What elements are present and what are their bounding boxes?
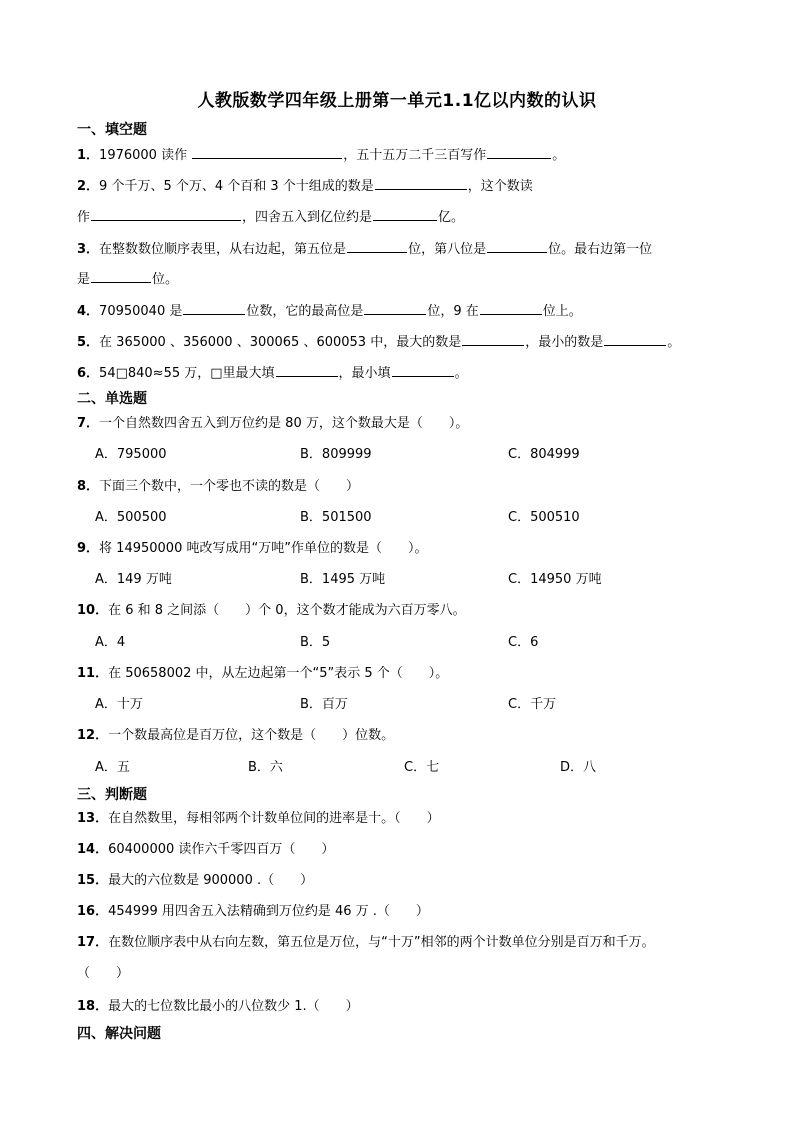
- question-text: 一个数最高位是百万位，这个数是（ ）位数。: [108, 728, 395, 743]
- option-a[interactable]: A．500500: [95, 510, 167, 525]
- answer-blank[interactable]: [480, 301, 542, 315]
- question-text: 位数，它的最高位是: [246, 304, 364, 319]
- question-2-continued: [77, 207, 464, 227]
- section-heading-fill-in: 一、填空题: [77, 122, 147, 138]
- question-number: 18．: [77, 999, 109, 1014]
- question-text: 作: [77, 210, 91, 225]
- option-c[interactable]: C．七: [404, 760, 440, 775]
- question-text: 。: [454, 366, 468, 381]
- question-12: [77, 727, 394, 745]
- option-c[interactable]: C．6: [508, 635, 539, 650]
- question-11: [77, 665, 448, 683]
- question-text: 一个自然数四舍五入到万位约是 80 万，这个数最大是（ ）。: [99, 416, 469, 431]
- question-number: 6．: [77, 366, 100, 381]
- question-text: 。: [667, 335, 681, 350]
- question-text: 下面三个数中，一个零也不读的数是（ ）: [99, 479, 360, 494]
- option-a[interactable]: A．4: [95, 635, 126, 650]
- answer-blank[interactable]: [91, 207, 241, 221]
- question-18: [77, 998, 359, 1016]
- question-text: 在整数数位顺序表里，从右边起，第五位是: [99, 242, 347, 257]
- question-number: 10．: [77, 603, 109, 618]
- question-number: 11．: [77, 666, 109, 681]
- answer-blank[interactable]: [392, 363, 454, 377]
- option-b[interactable]: B．百万: [300, 697, 348, 712]
- option-c[interactable]: C．千万: [508, 697, 557, 712]
- question-17: [77, 934, 655, 952]
- option-c[interactable]: C．14950 万吨: [508, 572, 602, 587]
- question-number: 4．: [77, 304, 100, 319]
- option-b[interactable]: B．1495 万吨: [300, 572, 386, 587]
- question-number: 7．: [77, 416, 100, 431]
- question-15: [77, 872, 313, 890]
- question-3: [77, 239, 652, 259]
- option-b[interactable]: B．501500: [300, 510, 372, 525]
- question-13: [77, 810, 440, 828]
- question-number: 5．: [77, 335, 100, 350]
- question-6: [77, 363, 468, 383]
- question-9: [77, 540, 427, 558]
- answer-blank[interactable]: [183, 301, 245, 315]
- question-number: 14．: [77, 842, 109, 857]
- question-14: [77, 841, 334, 859]
- option-a[interactable]: A．五: [95, 760, 130, 775]
- answer-blank[interactable]: [373, 207, 437, 221]
- answer-blank[interactable]: [91, 269, 151, 283]
- section-heading-single-choice: 二、单选题: [77, 391, 147, 407]
- question-1: [77, 145, 565, 165]
- answer-blank[interactable]: [364, 301, 426, 315]
- question-number: 16．: [77, 904, 109, 919]
- option-a[interactable]: A．十万: [95, 697, 143, 712]
- answer-blank[interactable]: [276, 363, 338, 377]
- question-text: 70950040 是: [99, 304, 183, 319]
- option-d[interactable]: D．八: [560, 760, 597, 775]
- answer-blank[interactable]: [375, 176, 467, 190]
- option-c[interactable]: C．500510: [508, 510, 580, 525]
- question-text: 位，9 在: [427, 304, 479, 319]
- question-text: 在数位顺序表中从右向左数，第五位是万位，与“十万”相邻的两个计数单位分别是百万和千万。: [108, 935, 655, 950]
- answer-blank[interactable]: [487, 145, 551, 159]
- option-a[interactable]: A．795000: [95, 447, 167, 462]
- question-3-continued: [77, 269, 178, 289]
- question-text: 是: [77, 272, 91, 287]
- question-number: 17．: [77, 935, 109, 950]
- question-number: 15．: [77, 873, 109, 888]
- option-b[interactable]: B．5: [300, 635, 331, 650]
- question-text: ，五十五万二千三百写作: [343, 148, 487, 163]
- question-16: [77, 903, 429, 921]
- question-text: 在 365000 、356000 、300065 、600053 中，最大的数是: [99, 335, 462, 350]
- question-8: [77, 478, 359, 496]
- question-number: 3．: [77, 242, 100, 257]
- question-text: 在自然数里，每相邻两个计数单位间的进率是十。（ ）: [108, 811, 440, 826]
- answer-blank[interactable]: [487, 239, 547, 253]
- question-text: 位，第八位是: [408, 242, 487, 257]
- question-17-continued: （ ）: [77, 966, 130, 981]
- question-text: 。: [552, 148, 566, 163]
- question-text: 亿。: [438, 210, 465, 225]
- question-text: 1976000 读作: [99, 148, 188, 163]
- question-text: 位。: [152, 272, 179, 287]
- question-text: 将 14950000 吨改写成用“万吨”作单位的数是（ ）。: [99, 541, 428, 556]
- question-text: 54□840≈55 万，□里最大填: [99, 366, 275, 381]
- question-text: 最大的七位数比最小的八位数少 1.（ ）: [108, 999, 359, 1014]
- answer-blank[interactable]: [347, 239, 407, 253]
- question-10: [77, 602, 466, 620]
- answer-blank[interactable]: [604, 332, 666, 346]
- question-text: 在 6 和 8 之间添（ ）个 0，这个数才能成为六百万零八。: [108, 603, 466, 618]
- question-text: 60400000 读作六千零四百万（ ）: [108, 842, 335, 857]
- question-text: ，这个数读: [467, 179, 533, 194]
- question-number: 9．: [77, 541, 100, 556]
- question-number: 13．: [77, 811, 109, 826]
- question-4: [77, 301, 582, 321]
- question-text: 位上。: [542, 304, 582, 319]
- question-5: [77, 332, 680, 352]
- question-text: 位。最右边第一位: [548, 242, 653, 257]
- section-heading-problem-solving: 四、解决问题: [77, 1026, 161, 1042]
- option-c[interactable]: C．804999: [508, 447, 580, 462]
- question-2: [77, 176, 533, 196]
- question-number: 2．: [77, 179, 100, 194]
- answer-blank[interactable]: [462, 332, 524, 346]
- option-b[interactable]: B．809999: [300, 447, 372, 462]
- question-number: 1．: [77, 148, 100, 163]
- question-text: ，最小填: [338, 366, 391, 381]
- question-text: 在 50658002 中，从左边起第一个“5”表示 5 个（ ）。: [108, 666, 449, 681]
- question-text: ，最小的数是: [525, 335, 604, 350]
- question-text: 最大的六位数是 900000 .（ ）: [108, 873, 314, 888]
- section-heading-true-false: 三、判断题: [77, 787, 147, 803]
- question-number: 8．: [77, 479, 100, 494]
- page-title: 人教版数学四年级上册第一单元1.1亿以内数的认识: [197, 91, 597, 111]
- question-7: [77, 415, 468, 433]
- question-text: 9 个千万、5 个万、4 个百和 3 个十组成的数是: [99, 179, 374, 194]
- option-a[interactable]: A．149 万吨: [95, 572, 172, 587]
- question-text: 454999 用四舍五入法精确到万位约是 46 万 .（ ）: [108, 904, 429, 919]
- question-text: ，四舍五入到亿位约是: [242, 210, 373, 225]
- answer-blank[interactable]: [192, 145, 342, 159]
- question-number: 12．: [77, 728, 109, 743]
- option-b[interactable]: B．六: [248, 760, 283, 775]
